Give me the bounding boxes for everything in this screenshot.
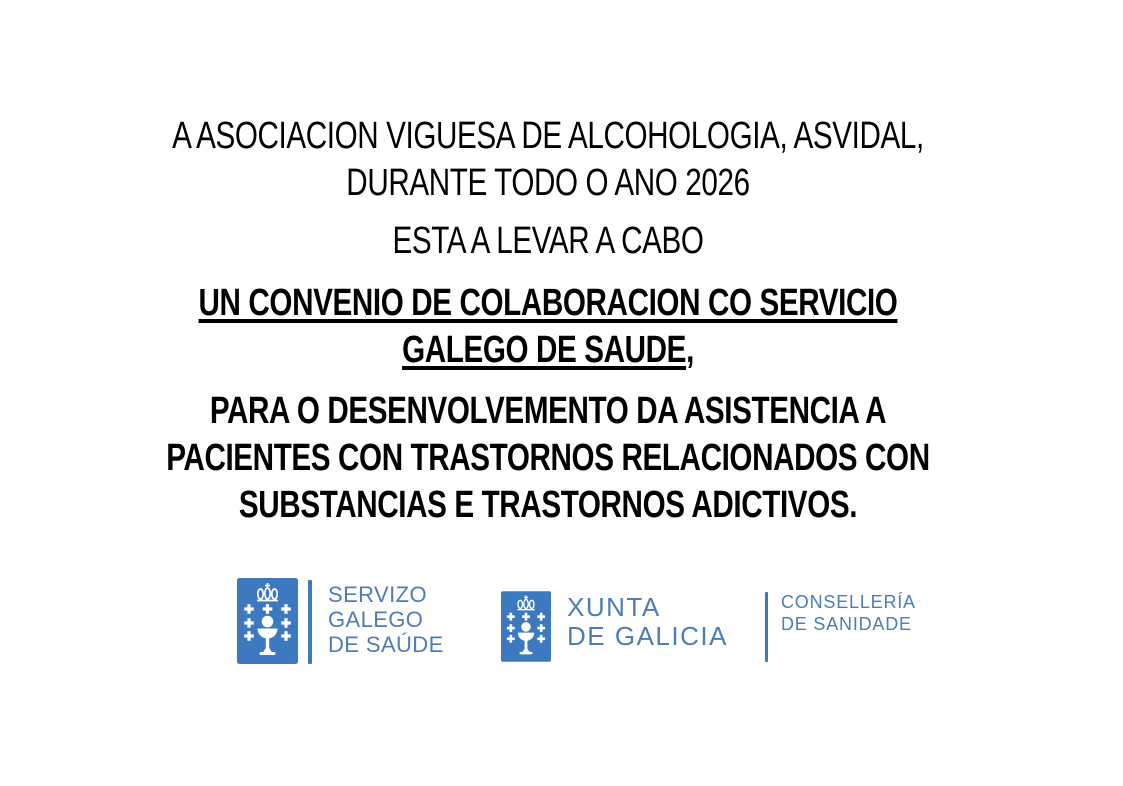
underlined-text: UN CONVENIO DE COLABORACION CO SERVICIO xyxy=(198,282,898,324)
notice-line-5 xyxy=(121,327,976,374)
xunta-line-1: XUNTA xyxy=(567,592,661,622)
notice-line-2: DURANTE TODO O ANO 2026 xyxy=(346,162,750,204)
notice-line-1: A ASOCIACION VIGUESA DE ALCOHOLOGIA, ASVIDAL, xyxy=(172,115,924,157)
notice-text-block xyxy=(121,0,976,529)
notice-line-4 xyxy=(121,280,976,327)
line5-comma: , xyxy=(686,329,694,371)
conselleria-line-1: CONSELLERÍA xyxy=(781,592,916,612)
conselleria-logo-text xyxy=(781,591,916,635)
sergas-line-3: DE SAÚDE xyxy=(328,632,444,657)
sergas-line-2: GALEGO xyxy=(328,607,424,632)
notice-line-7: PACIENTES CON TRASTORNOS RELACIONADOS CON xyxy=(166,437,930,479)
xunta-emblem-icon xyxy=(501,589,551,669)
notice-line-8: SUBSTANCIAS E TRASTORNOS ADICTIVOS. xyxy=(238,484,858,526)
notice-line-6: PARA O DESENVOLVEMENTO DA ASISTENCIA A xyxy=(209,390,887,432)
sergas-separator-bar xyxy=(308,580,312,664)
notice-line-3: ESTA A LEVAR A CABO xyxy=(392,220,704,262)
xunta-line-2: DE GALICIA xyxy=(567,621,728,651)
sergas-line-1: SERVIZO xyxy=(328,582,427,607)
conselleria-line-2: DE SANIDADE xyxy=(781,614,912,634)
sergas-logo-text xyxy=(328,582,444,657)
sergas-emblem-icon xyxy=(237,578,298,669)
underlined-text: GALEGO DE SAUDE xyxy=(402,329,687,371)
xunta-logo-text xyxy=(567,593,728,651)
conselleria-separator-bar xyxy=(765,592,768,662)
